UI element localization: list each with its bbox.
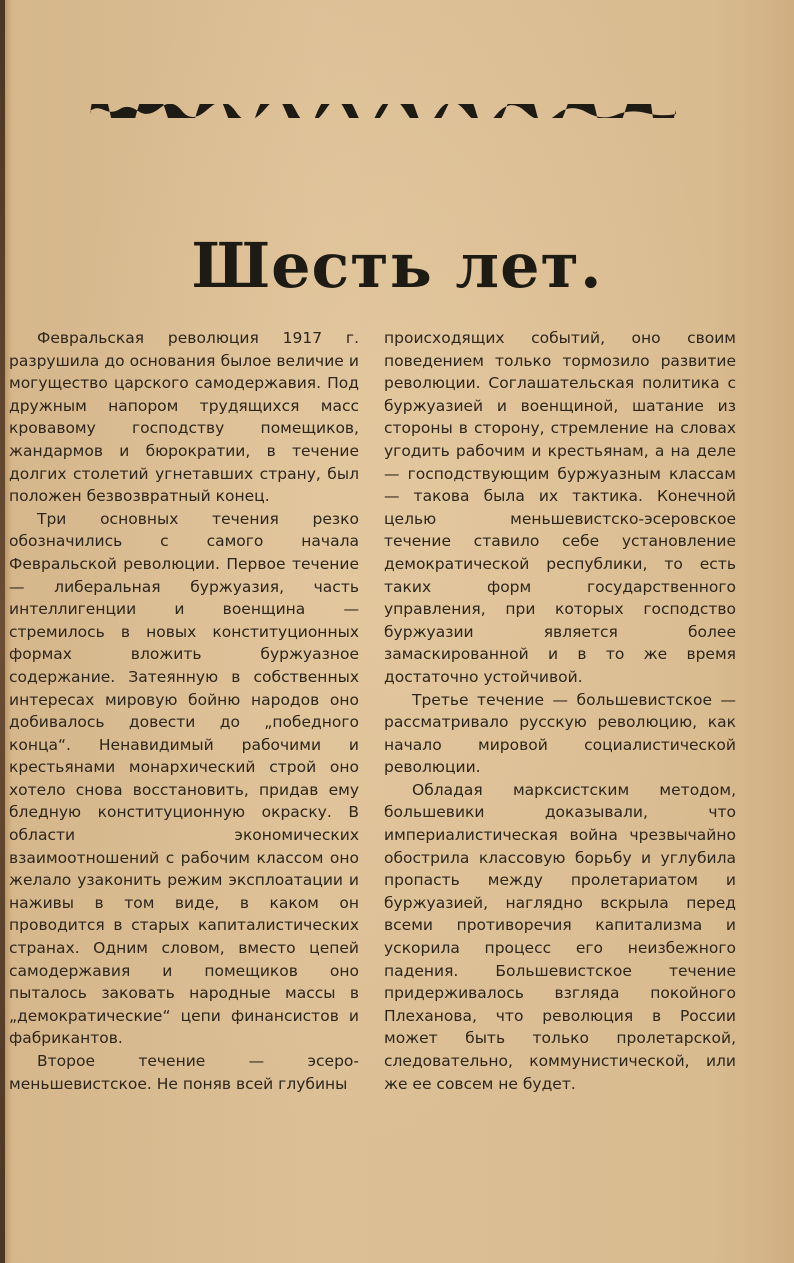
paragraph: Обладая марксистским методом, большевики доказывали, что империалистическая война чрезвычайно обострила классовую борьбу и углубила пропасть между пролетариатом и буржуазией, наглядно вскрыла перед всеми противоречия капитализма и ускорила процесс его неизбежного падения. Большевистское течение придерживалось взгляда покойного Плеханова, что революция в России может быть только пролетарской, следовательно, коммунистической, или же ее совсем не будет.: [384, 780, 736, 1093]
right-text-column: [384, 327, 736, 1095]
paragraph: Три основных течения резко обозначились с самого начала Февральской революции. Первое течение — либеральная буржуазия, часть интеллигенции и военщина — стремилось в новых конституционных формах вложить буржуазное содержание. Затеянную в собственных интересах мировую бойню народов оно добивалось довести до „победного конца“. Ненавидимый рабочими и крестьянами монархический строй оно хотело снова восстановить, придав ему бледную конституционную окраску. В области экономических взаимоотношений с рабочим классом оно желало узаконить режим эксплоатации и наживы в том виде, в каком он проводится в старых капиталистических странах. Одним словом, вместо цепей самодержавия и помещиков оно пыталось заковать народные массы в „демократические“ цепи финансистов и фабрикантов.: [9, 509, 359, 1048]
page-binding-edge: [0, 0, 5, 1263]
left-text-column: [9, 327, 359, 1095]
decorative-rule: [90, 104, 676, 118]
article-title: Шесть лет.: [191, 229, 603, 302]
paragraph: Третье течение — большевистское — рассматривало русскую революцию, как начало мировой социалистической революции.: [384, 690, 736, 777]
paragraph: Второе течение — эсеро-меньшевистское. Не поняв всей глубины: [9, 1052, 359, 1093]
paragraph: происходящих событий, оно своим поведением только тормозило развитие революции. Соглашательская политика с буржуазией и военщиной, шатание из стороны в сторону, стремление на словах угодить рабочим и крестьянам, а на деле — господствующим буржуазным классам — такова была их тактика. Конечной целью меньшевистско-эсеровское течение ставило себе установление демократической республики, то есть таких форм государственного управления, при которых господство буржуазии является более замаскированной и в то же время достаточно устойчивой.: [384, 329, 736, 686]
paragraph: Февральская революция 1917 г. разрушила до основания былое величие и могущество царского самодержавия. Под дружным напором трудящихся масс кровавому господству помещиков, жандармов и бюрократии, в течение долгих столетий угнетавших страну, был положен безвозвратный конец.: [9, 329, 359, 506]
